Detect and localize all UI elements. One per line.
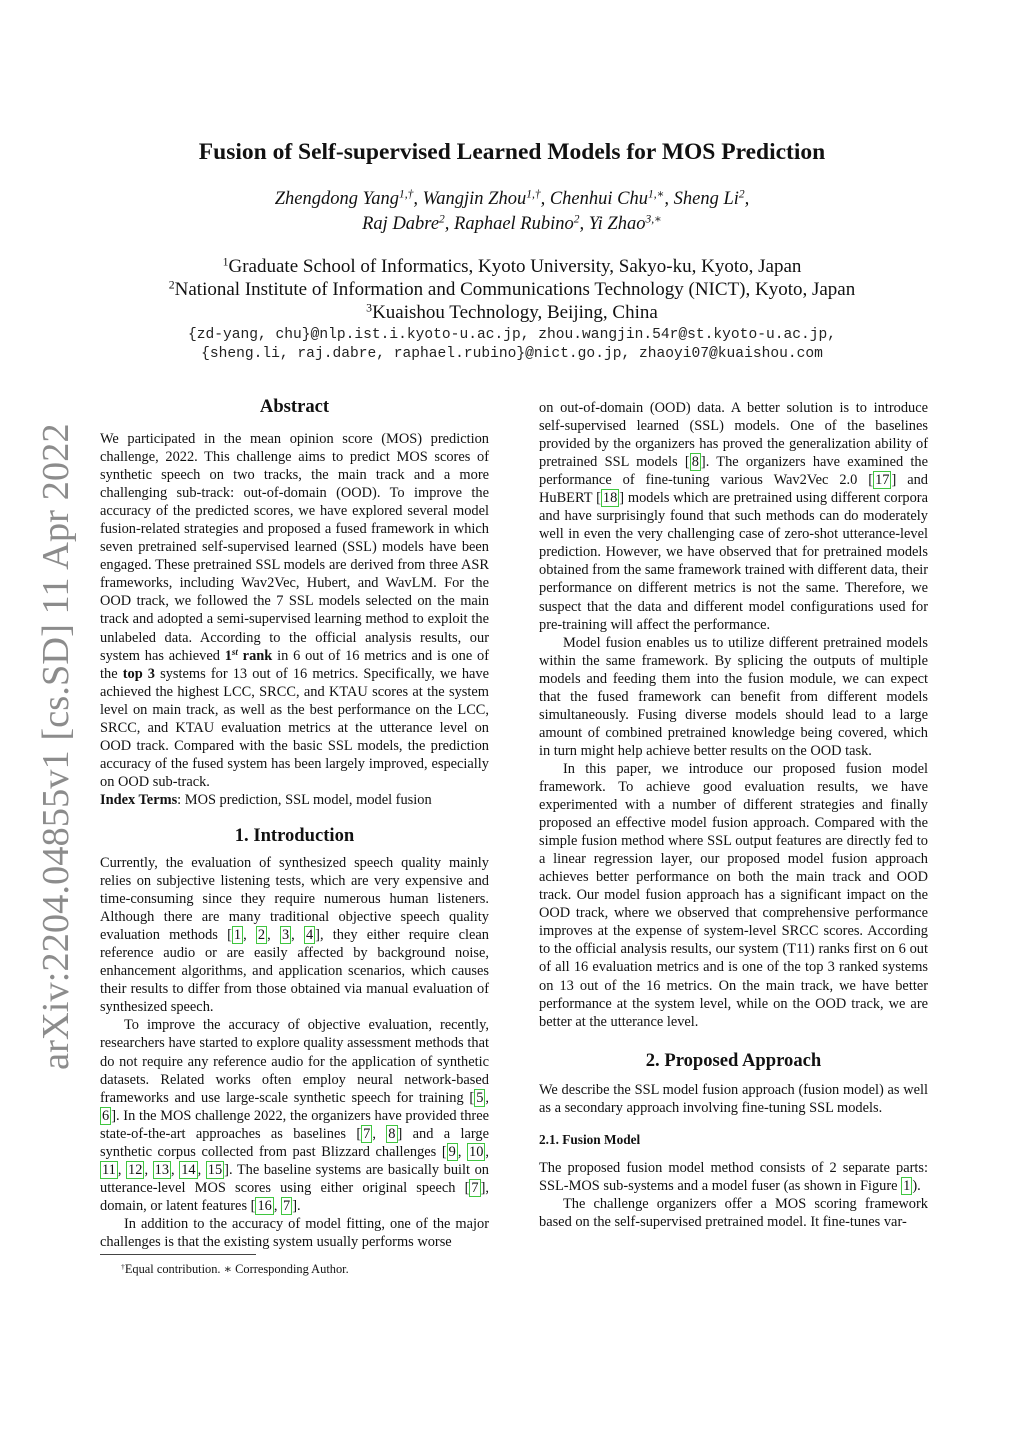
section-heading-proposed-approach: 2. Proposed Approach bbox=[645, 1049, 822, 1071]
citation-link[interactable]: 16 bbox=[257, 1197, 272, 1214]
citation-link[interactable]: 7 bbox=[283, 1197, 291, 1214]
affiliation-line bbox=[0, 278, 1024, 301]
footnote-rule bbox=[100, 1254, 256, 1255]
email-line[interactable]: {sheng.li, raj.dabre, raphael.rubino}@nict.go.jp, zhaoyi07@kuaishou.com bbox=[201, 346, 823, 362]
affiliation-marker: 2 bbox=[168, 278, 175, 292]
author-emails bbox=[0, 326, 1024, 364]
citation-link[interactable]: 7 bbox=[363, 1125, 371, 1142]
citation-link[interactable]: 2 bbox=[257, 927, 266, 944]
intro-paragraph-6: In this paper, we introduce our proposed fusion model framework. To achieve good evaluation results, we have experimented with a number of different strategies and finally proposed an effective model fusion approach. Compared with the simple fusion method where SSL output features are directly fed to a linear regression layer, our proposed model fusion approach achieves better performance on both the main track and OOD track. Our model fusion approach has a significant impact on the OOD track, where we observed that comprehensive performance improves at the expense of system-level SRCC scores. According to the official analysis results, our system (T11) ranks first on 6 out of all 16 evaluation metrics and is one of the top 3 ranked systems on 13 out of the 16 metrics. On the main track, we have better performance at the system level, while on the OOD track, we are better at the utterance level. bbox=[539, 760, 928, 1030]
author-separator: , bbox=[664, 189, 674, 209]
citation-link[interactable]: 3 bbox=[281, 927, 290, 944]
abstract-heading: Abstract bbox=[259, 396, 330, 417]
figure-reference-link[interactable]: 1 bbox=[903, 1177, 911, 1194]
author-separator: , bbox=[413, 189, 423, 209]
rank-highlight: 1st rank bbox=[224, 646, 273, 664]
author-separator: , bbox=[444, 214, 455, 234]
email-line[interactable]: {zd-yang, chu}@nlp.ist.i.kyoto-u.ac.jp, zhou.wangjin.54r@st.kyoto-u.ac.jp, bbox=[187, 327, 837, 343]
intro-paragraph-4: on out-of-domain (OOD) data. A better solution is to introduce self-supervised learned (SSL) models. One of the baselines provided by the organizers has proved the generalization ability of pretrained SSL models [ 8 ]. The organizers have examined the performance of fine-tuning various Wav2Vec 2.0 [ 17 ] and HuBERT [ 18 ] models which are pretrained using different corpora and have surprisingly found that such methods can do moderately well in even the very challenging case of zero-shot utterance-level prediction. However, we have observed that for pretrained models obtained from the same framework trained with different data, their performance on different metrics is not the same. Therefore, we suspect that the data and different model configurations used for pre-training will affect the performance. bbox=[539, 400, 929, 633]
affiliation-marker: 1 bbox=[222, 255, 229, 269]
intro-paragraph-1: Currently, the evaluation of synthesized speech quality mainly relies on subjective listening tests, which are very expensive and time-consuming since they require numerous human listeners. Although there are many traditional objective speech quality evaluation methods [ 1 , 2 , 3 , 4 ], they either require clean reference audio or are easily affected by background noise, enhancement algorithms, and application scenarios, which causes their results to differ from those obtained via manual evaluation of synthesized speech. bbox=[100, 854, 489, 1016]
paper-title: Fusion of Self-supervised Learned Models for MOS Prediction bbox=[198, 139, 826, 165]
citation-link[interactable]: 6 bbox=[102, 1107, 110, 1124]
author-affiliation-marker: 1,∗ bbox=[647, 188, 665, 201]
author-separator: , bbox=[540, 189, 550, 209]
citation-link[interactable]: 8 bbox=[388, 1125, 396, 1142]
intro-paragraph-3: In addition to the accuracy of model fitting, one of the major challenges is that the existing system usually performs worse bbox=[100, 1215, 489, 1250]
citation-link[interactable]: 4 bbox=[305, 927, 314, 944]
intro-paragraph-5: Model fusion enables us to utilize different pretrained models within the same framework. By splicing the outputs of multiple models and feeding them into the fusion module, we can expect that the fused framework can benefit from different models simultaneously. Fusing diverse models should lead to a large amount of combined pretrained knowledge being covered, which in turn might help achieve better results on the OOD task. bbox=[539, 634, 928, 759]
citation-link[interactable]: 15 bbox=[207, 1161, 223, 1178]
right-column bbox=[539, 399, 928, 1231]
author-name: Raj Dabre bbox=[362, 214, 440, 234]
affiliation-text: Kuaishou Technology, Beijing, China bbox=[372, 302, 658, 323]
footnote: †Equal contribution. ∗ Corresponding Author. bbox=[121, 1261, 349, 1276]
affiliation-text: Graduate School of Informatics, Kyoto University, Sakyo-ku, Kyoto, Japan bbox=[228, 256, 802, 277]
author-line-2 bbox=[0, 212, 1024, 237]
author-affiliation-marker: 2 bbox=[439, 213, 445, 226]
subsection-heading-fusion-model: 2.1. Fusion Model bbox=[539, 1131, 641, 1147]
author-affiliation-marker: 3,∗ bbox=[645, 213, 662, 226]
citation-link[interactable]: 18 bbox=[602, 490, 618, 507]
citation-link[interactable]: 8 bbox=[691, 454, 699, 471]
author-line-1 bbox=[0, 187, 1024, 212]
author-name: Chenhui Chu bbox=[549, 189, 648, 209]
affiliation-marker: 3 bbox=[366, 301, 373, 315]
approach-paragraph-2: The proposed fusion model method consists of 2 separate parts: SSL-MOS sub-systems and a model fuser (as shown in Figure 1 ). bbox=[539, 1159, 928, 1194]
author-name: Sheng Li bbox=[673, 189, 739, 209]
affiliation-line bbox=[0, 255, 1024, 278]
author-separator: , bbox=[579, 214, 589, 234]
author-list bbox=[0, 187, 1024, 237]
citation-link[interactable]: 11 bbox=[102, 1161, 116, 1178]
citation-link[interactable]: 13 bbox=[154, 1161, 170, 1178]
citation-link[interactable]: 7 bbox=[471, 1179, 479, 1196]
abstract-body: We participated in the mean opinion score (MOS) prediction challenge, 2022. This challenge aims to predict MOS scores of synthetic speech on two tracks, the main track and a more challenging sub-track: out-of-domain (OOD). To improve the accuracy of the predicted scores, we have explored several model fusion-related strategies and proposed a fused framework in which seven pretrained self-supervised learned (SSL) models have been engaged. These pretrained SSL models are derived from three ASR frameworks, including Wav2Vec, Hubert, and WavLM. For the OOD track, we followed the 7 SSL models selected on the main track and adopted a semi-supervised learning method to exploit the unlabeled data. According to the official analysis results, our system has achieved 1st rank in 6 out of 16 metrics and is one of the top 3 systems for 13 out of 16 metrics. Specifically, we have achieved the highest LCC, SRCC, and KTAU scores at the system level on main track, as well as the best performance on the LCC, SRCC, and KTAU evaluation metrics at the utterance level on OOD track. Compared with the basic SSL models, the prediction accuracy of the fused system has been largely improved, especially on OOD sub-track. bbox=[100, 431, 489, 790]
section-heading-introduction: 1. Introduction bbox=[234, 824, 355, 846]
affiliation-line bbox=[0, 301, 1024, 324]
citation-link[interactable]: 5 bbox=[476, 1089, 484, 1106]
author-name: Yi Zhao bbox=[588, 214, 646, 234]
author-name: Zhengdong Yang bbox=[274, 189, 399, 209]
citation-link[interactable]: 10 bbox=[469, 1143, 484, 1160]
approach-paragraph-1: We describe the SSL model fusion approach (fusion model) as well as a secondary approach involving fine-tuning SSL models. bbox=[539, 1081, 928, 1116]
citation-link[interactable]: 14 bbox=[181, 1161, 196, 1178]
top3-highlight: top 3 bbox=[122, 665, 156, 682]
left-column bbox=[100, 396, 489, 1251]
approach-paragraph-3: The challenge organizers offer a MOS scoring framework based on the self-supervised pretrained model. It fine-tunes var- bbox=[539, 1195, 928, 1230]
affiliations bbox=[0, 255, 1024, 324]
affiliation-text: National Institute of Information and Communications Technology (NICT), Kyoto, Japan bbox=[174, 279, 856, 300]
citation-link[interactable]: 12 bbox=[128, 1161, 143, 1178]
author-separator: , bbox=[744, 189, 750, 209]
index-terms: Index Terms: MOS prediction, SSL model, model fusion bbox=[100, 791, 432, 808]
citation-link[interactable]: 1 bbox=[233, 927, 242, 944]
citation-link[interactable]: 17 bbox=[875, 472, 890, 489]
author-name: Raphael Rubino bbox=[454, 214, 574, 234]
author-affiliation-marker: 2 bbox=[573, 213, 580, 226]
citation-link[interactable]: 9 bbox=[448, 1143, 456, 1160]
author-affiliation-marker: 1,† bbox=[398, 188, 414, 201]
arxiv-identifier[interactable]: arXiv:2204.04855v1 [cs.SD] 11 Apr 2022 bbox=[35, 423, 77, 1070]
intro-paragraph-2: To improve the accuracy of objective evaluation, recently, researchers have started to explore quality assessment methods that do not require any reference audio for the application of synthetic datasets. Related works often employ neural network-based frameworks and use large-scale synthetic speech for training [ 5 , 6 ]. In the MOS challenge 2022, the organizers have provided three state-of-the-art approaches as baselines [ 7 , 8 ] and a large synthetic corpus collected from past Blizzard challenges [ 9 , 10 , 11 , 12 , 13 , 14 , 15 ]. The baseline systems are basically built on utterance-level MOS scores using either original speech [ 7 ], domain, or latent features [ 16 , 7 ]. bbox=[100, 1017, 489, 1214]
author-affiliation-marker: 2 bbox=[738, 188, 745, 201]
author-affiliation-marker: 1,† bbox=[526, 188, 541, 201]
author-name: Wangjin Zhou bbox=[422, 189, 527, 209]
